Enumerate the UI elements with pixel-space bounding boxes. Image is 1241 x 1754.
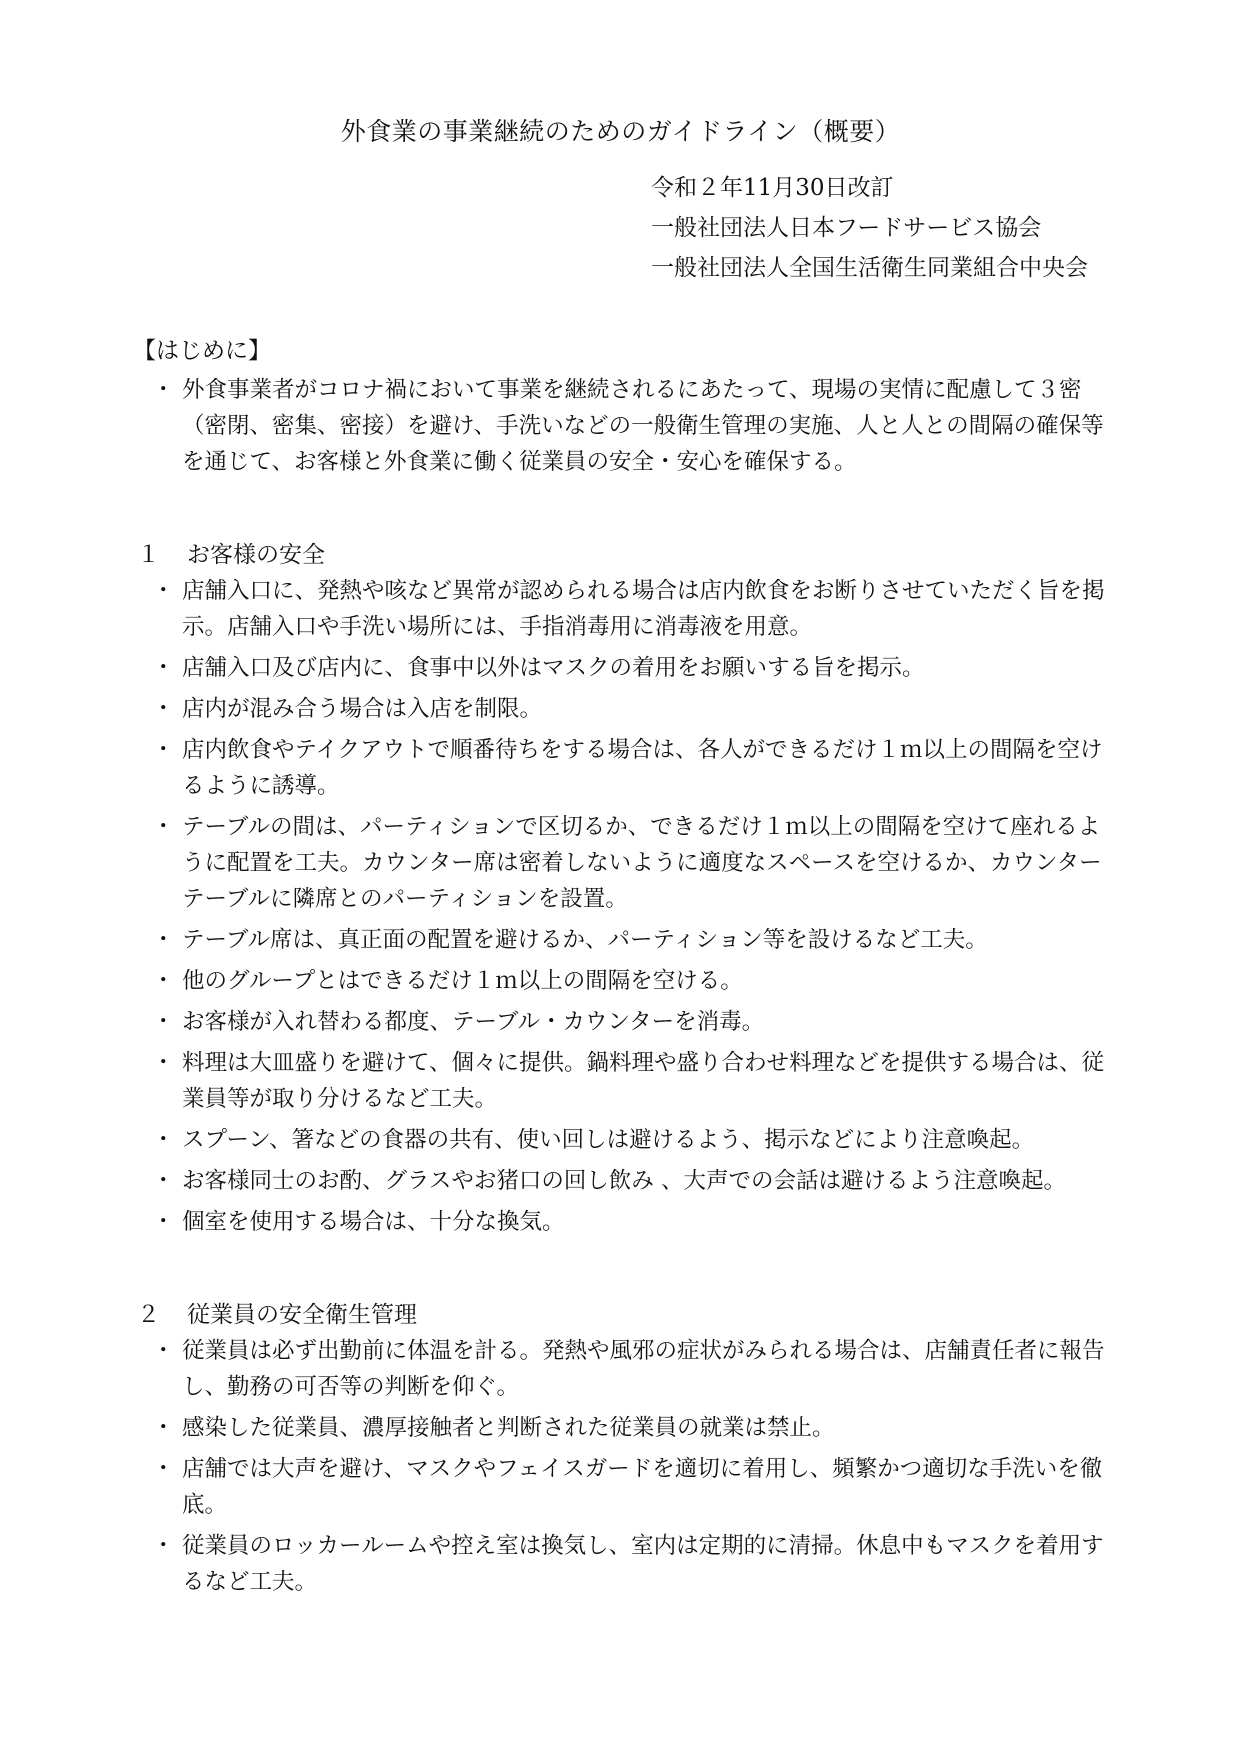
intro-list: [162, 372, 1122, 485]
section-2-number: ２: [137, 1302, 160, 1328]
list-item: ・ 店舗では大声を避け、マスクやフェイスガードを適切に着用し、頻繁かつ適切な手洗いを徹底。: [162, 1451, 1122, 1523]
list-item: ・ お客様同士のお酌、グラスやお猪口の回し飲み 、大声での会話は避けるよう注意喚起。: [162, 1163, 1122, 1199]
section-2-title: 従業員の安全衛生管理: [187, 1302, 417, 1328]
list-item: ・ 外食事業者がコロナ禍において事業を継続されるにあたって、現場の実情に配慮して３密（密閉、密集、密接）を避け、手洗いなどの一般衛生管理の実施、人と人との間隔の確保等を通じて、お客様と外食業に働く従業員の安全・安心を確保する。: [162, 372, 1122, 480]
section-2-list: [162, 1333, 1122, 1605]
list-item: ・ スプーン、箸などの食器の共有、使い回しは避けるよう、掲示などにより注意喚起。: [162, 1122, 1122, 1158]
list-item: ・ テーブルの間は、パーティションで区切るか、できるだけ１ｍ以上の間隔を空けて座れるように配置を工夫。カウンター席は密着しないように適度なスペースを空けるか、カウンターテーブルに隣席とのパーティションを設置。: [162, 809, 1122, 917]
list-item: ・ お客様が入れ替わる都度、テーブル・カウンターを消毒。: [162, 1004, 1122, 1040]
list-item: ・ 個室を使用する場合は、十分な換気。: [162, 1204, 1122, 1240]
organization-1: 一般社団法人日本フードサービス協会: [651, 215, 1042, 241]
intro-heading: 【はじめに】: [133, 338, 271, 364]
list-item: ・ 店内が混み合う場合は入店を制限。: [162, 691, 1122, 727]
section-1-number: １: [137, 542, 160, 568]
document-title: 外食業の事業継続のためのガイドライン（概要）: [340, 117, 901, 146]
list-item: ・ 店舗入口及び店内に、食事中以外はマスクの着用をお願いする旨を掲示。: [162, 650, 1122, 686]
revision-date: 令和２年11月30日改訂: [651, 175, 894, 201]
section-1-list: [162, 573, 1122, 1245]
section-1-title: お客様の安全: [187, 542, 325, 568]
list-item: ・ テーブル席は、真正面の配置を避けるか、パーティション等を設けるなど工夫。: [162, 922, 1122, 958]
section-1-heading: [131, 536, 325, 569]
document-meta: [651, 168, 1088, 288]
section-2-heading: [131, 1296, 417, 1329]
list-item: ・ 従業員は必ず出勤前に体温を計る。発熱や風邪の症状がみられる場合は、店舗責任者に報告し、勤務の可否等の判断を仰ぐ。: [162, 1333, 1122, 1405]
list-item: ・ 料理は大皿盛りを避けて、個々に提供。鍋料理や盛り合わせ料理などを提供する場合は、従業員等が取り分けるなど工夫。: [162, 1045, 1122, 1117]
list-item: ・ 従業員のロッカールームや控え室は換気し、室内は定期的に清掃。休息中もマスクを着用するなど工夫。: [162, 1528, 1122, 1600]
list-item: ・ 店舗入口に、発熱や咳など異常が認められる場合は店内飲食をお断りさせていただく旨を掲示。店舗入口や手洗い場所には、手指消毒用に消毒液を用意。: [162, 573, 1122, 645]
organization-2: 一般社団法人全国生活衛生同業組合中央会: [651, 255, 1088, 281]
list-item: ・ 他のグループとはできるだけ１ｍ以上の間隔を空ける。: [162, 963, 1122, 999]
list-item: ・ 感染した従業員、濃厚接触者と判断された従業員の就業は禁止。: [162, 1410, 1122, 1446]
list-item: ・ 店内飲食やテイクアウトで順番待ちをする場合は、各人ができるだけ１ｍ以上の間隔を空けるように誘導。: [162, 732, 1122, 804]
